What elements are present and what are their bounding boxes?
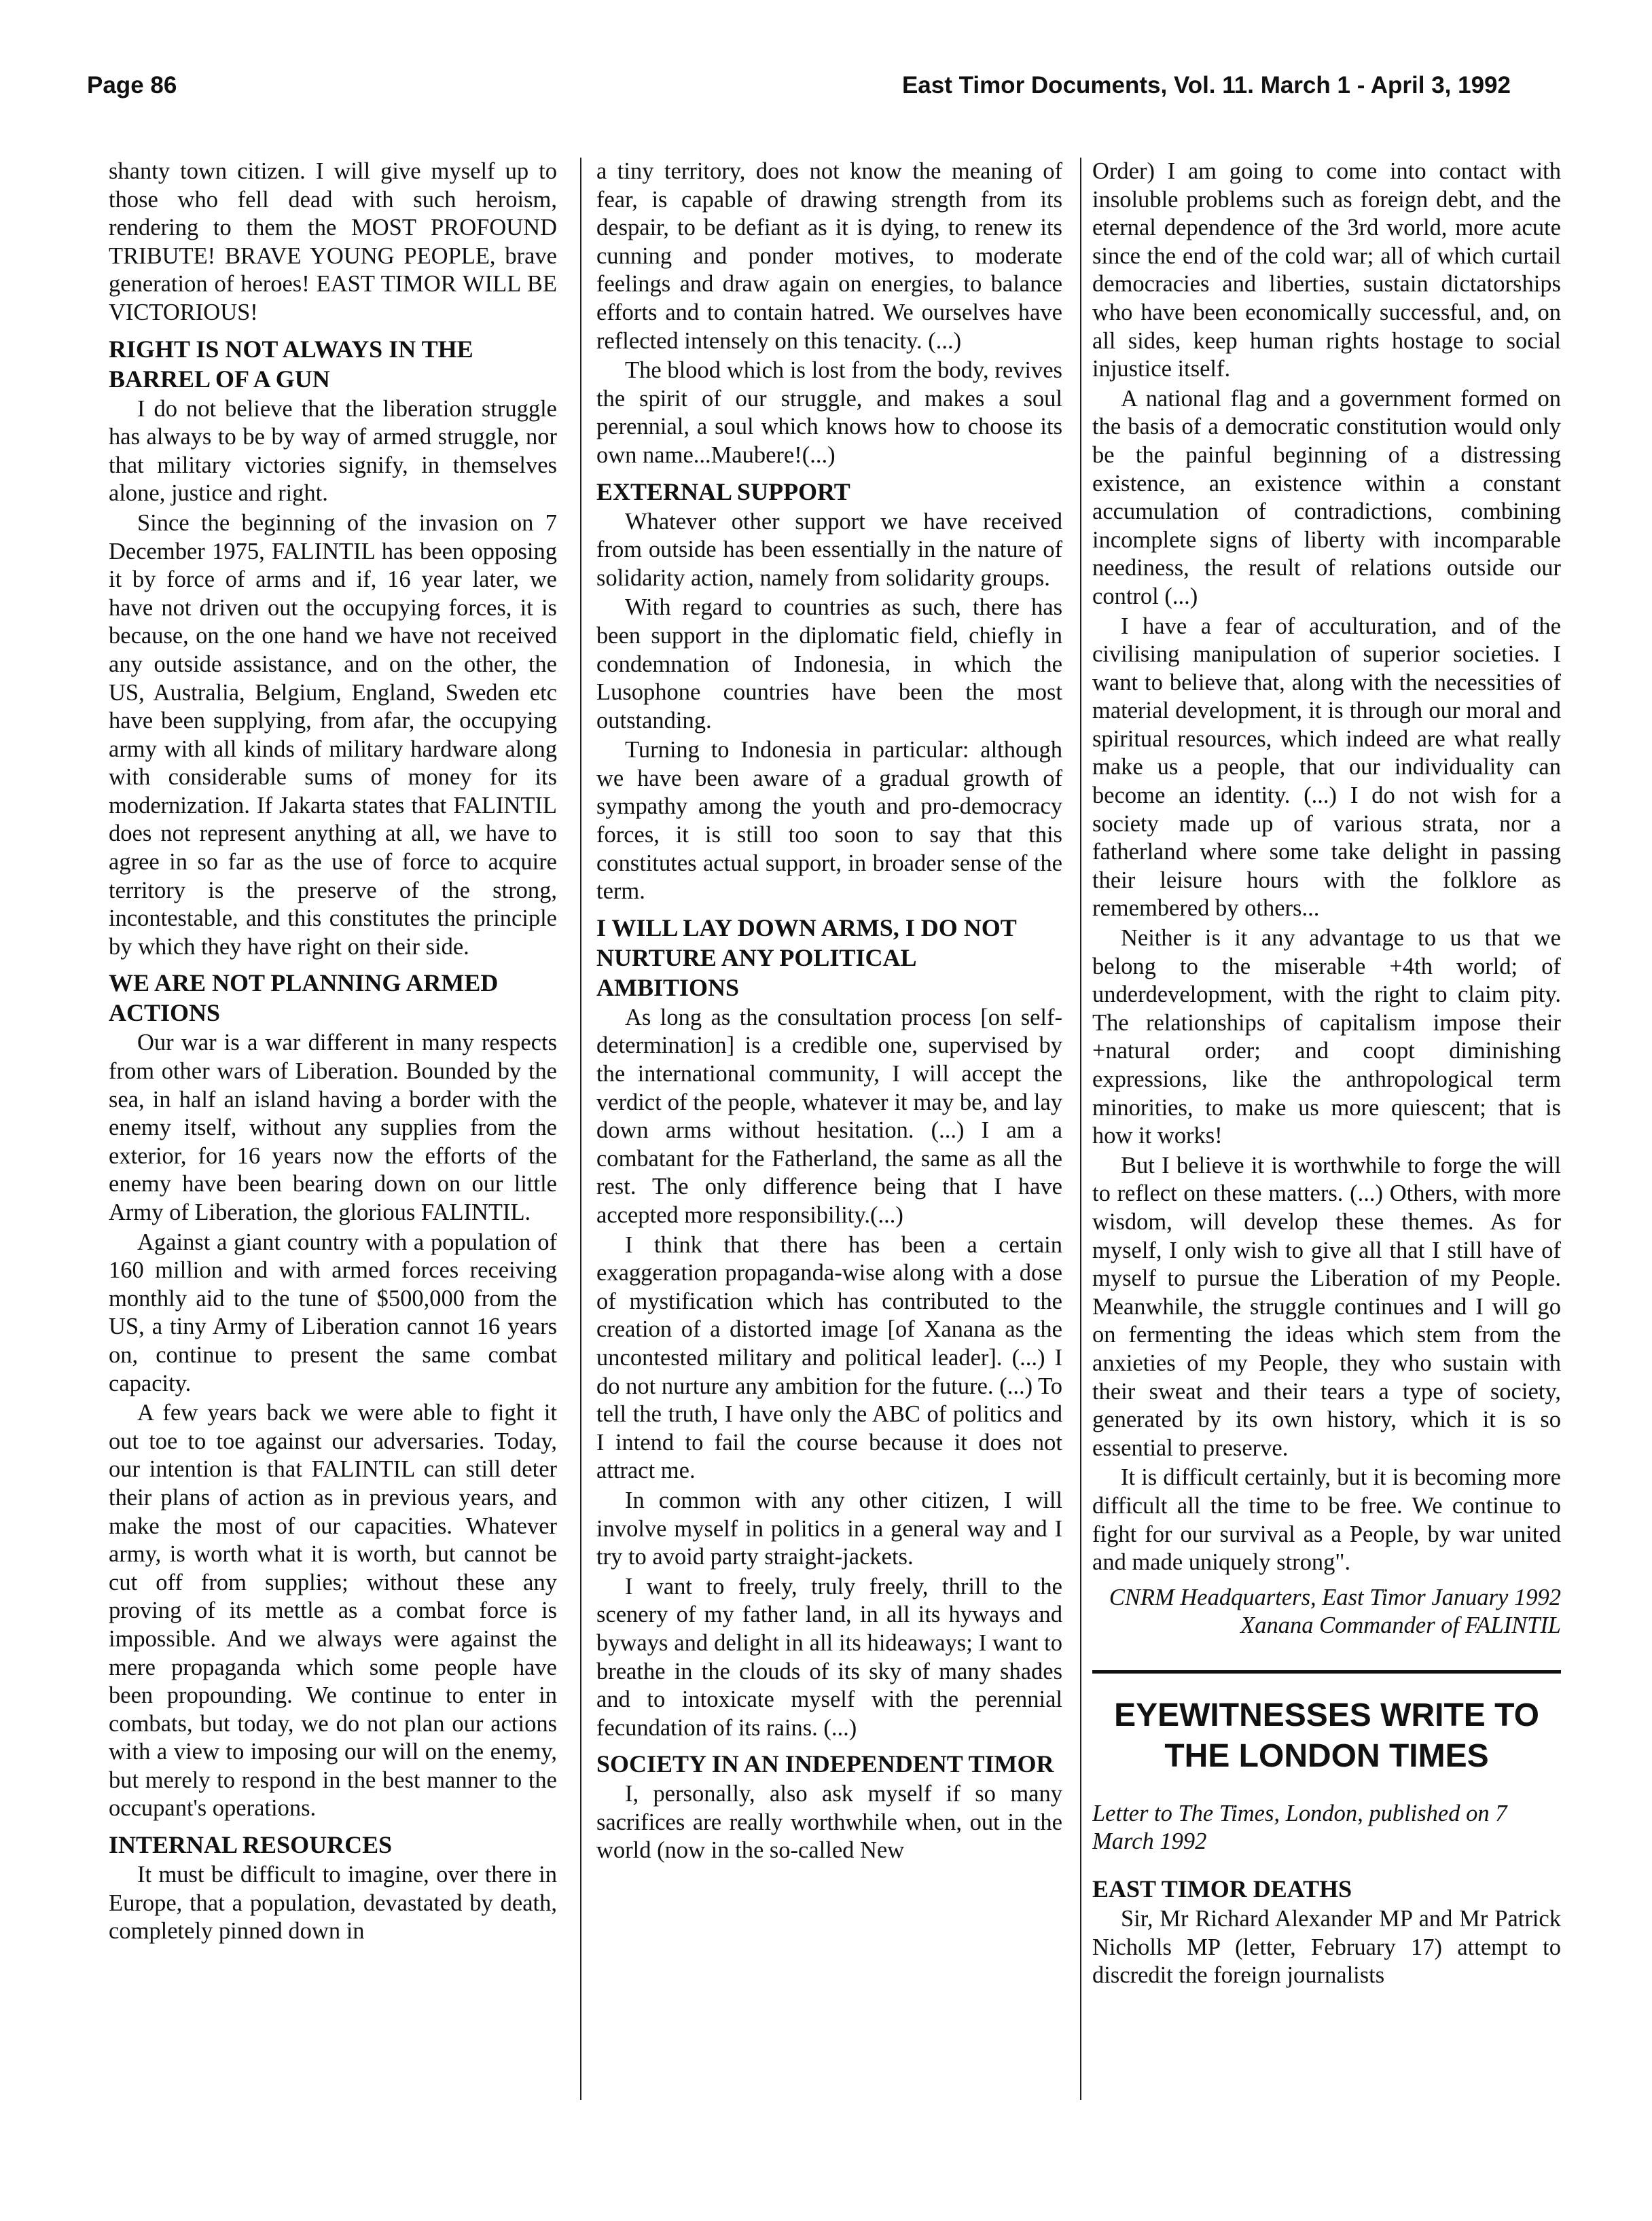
section-title: EYEWITNESSES WRITE TO THE LONDON TIMES: [1114, 1697, 1539, 1774]
paragraph: Turning to Indonesia in particular: although we have been aware of a gradual growth of sympathy among the youth and pro-democracy forces, it is still too soon to say that this constitutes actual support, in broader sense of the term.: [596, 737, 1062, 905]
paragraph: In common with any other citizen, I will involve myself in politics in a general way and I try to avoid party straight-jackets.: [596, 1487, 1062, 1570]
paragraph: Since the beginning of the invasion on 7 December 1975, FALINTIL has been opposing it by force of arms and if, 16 year later, we have not driven out the occupying forces, it is because, on the one hand we have not received any outside assistance, and on the other, the US, Australia, Belgium, England, Sweden etc have been supplying, from afar, the occupying army with all kinds of military hardware along with considerable sums of money for its modernization. If Jakarta states that FALINTIL does not represent anything at all, we have to agree in so far as the use of force to acquire territory is the preserve of the strong, incontestable, and this constitutes the principle by which they have right on their side.: [109, 509, 557, 960]
page-number: Page 86: [87, 72, 177, 98]
subheading: INTERNAL RESOURCES: [109, 1831, 393, 1859]
subheading: I WILL LAY DOWN ARMS, I DO NOT NURTURE ANY POLITICAL AMBITIONS: [596, 914, 1017, 1001]
paragraph: a tiny territory, does not know the meaning of fear, is capable of drawing strength from its despair, to be defiant as it is dying, to renew its cunning and ponder motives, to moderate feelings and draw again on energies, to balance efforts and to contain hatred. We ourselves have reflected intensely on this tenacity. (...): [596, 158, 1062, 354]
paragraph: Neither is it any advantage to us that we belong to the miserable +4th world; of underdevelopment, with the right to claim pity. The relationships of capitalism impose their +natural order; and coopt diminishing expressions, like the anthropological term minorities, to make us more quiescent; that is how it works!: [1092, 925, 1561, 1149]
column-divider: [580, 158, 581, 2100]
subheading: EAST TIMOR DEATHS: [1092, 1875, 1352, 1903]
column-3: [1092, 158, 1561, 2168]
paragraph: Our war is a war different in many respects from other wars of Liberation. Bounded by the sea, in half an island having a border with the enemy itself, without any supplies from the exterior, for 16 years now the efforts of the enemy have been bearing down on our little Army of Liberation, the glorious FALINTIL.: [109, 1030, 557, 1225]
section-intro: Letter to The Times, London, published on 7 March 1992: [1092, 1800, 1507, 1855]
column-1: [109, 158, 557, 2168]
paragraph: I think that there has been a certain exaggeration propaganda-wise along with a dose of mystification which has contributed to the creation of a distorted image [of Xanana as the uncontested military and political leader]. (...) I do not nurture any ambition for the future. (...) To tell the truth, I have only the ABC of politics and I intend to fail the course because it does not attract me.: [596, 1231, 1062, 1484]
paragraph: As long as the consultation process [on self-determination] is a credible one, supervised by the international community, I will accept the verdict of the people, whatever it may be, and lay down arms without hesitation. (...) I am a combatant for the Fatherland, the same as all the rest. The only difference being that I have accepted more responsibility.(...): [596, 1004, 1062, 1228]
page-header: [87, 65, 1511, 106]
paragraph: A few years back we were able to fight it out toe to toe against our adversaries. Today, our intention is that FALINTIL can still deter their plans of action as in previous years, and make the most of our capacities. Whatever army, is worth what it is worth, but cannot be cut off from supplies; without these any proving of its mettle as a combat force is impossible. And we always were against the mere propaganda which some people have been propounding. We continue to enter in combats, but today, we do not plan our actions with a view to imposing our will on the enemy, but merely to respond in the best manner to the occupant's operations.: [109, 1400, 557, 1822]
subheading: EXTERNAL SUPPORT: [596, 477, 850, 505]
subheading: WE ARE NOT PLANNING ARMED ACTIONS: [109, 969, 499, 1027]
paragraph: Order) I am going to come into contact with insoluble problems such as foreign debt, and the eternal dependence of the 3rd world, more acute since the end of the cold war; all of which curtail democracies and liberties, sustain dictatorships who have been economically successful, and, on all sides, keep human rights hostage to social injustice itself.: [1092, 158, 1561, 382]
paragraph: Against a giant country with a population of 160 million and with armed forces receiving monthly aid to the tune of $500,000 from the US, a tiny Army of Liberation cannot 16 years on, continue to present the same combat capacity.: [109, 1229, 557, 1396]
paragraph: A national flag and a government formed on the basis of a democratic constitution would only be the painful beginning of a distressing existence, an existence within a constant accumulation of contradictions, combining incomplete signs of liberty with incomparable neediness, the result of relations outside our control (...): [1092, 385, 1561, 609]
paragraph: With regard to countries as such, there has been support in the diplomatic field, chiefly in condemnation of Indonesia, in which the Lusophone countries have been the most outstanding.: [596, 594, 1062, 734]
paragraph: I, personally, also ask myself if so many sacrifices are really worthwhile when, out in the world (now in the so-called New: [596, 1781, 1062, 1864]
paragraph: I want to freely, truly freely, thrill to the scenery of my father land, in all its hyways and byways and delight in all its hideaways; I want to breathe in the clouds of its sky of many shades and to intoxicate myself with the perennial fecundation of its rains. (...): [596, 1573, 1062, 1741]
paragraph: Sir, Mr Richard Alexander MP and Mr Patrick Nicholls MP (letter, February 17) attempt to discredit the foreign journalists: [1092, 1906, 1561, 1989]
publication-title: East Timor Documents, Vol. 11. March 1 - April 3, 1992: [901, 72, 1511, 98]
column-2: [596, 158, 1062, 2168]
paragraph: I do not believe that the liberation struggle has always to be by way of armed struggle, nor that military victories signify, in themselves alone, justice and right.: [109, 395, 557, 507]
paragraph: I have a fear of acculturation, and of the civilising manipulation of superior societies. I want to believe that, along with the necessities of material development, it is through our moral and spiritual resources, which indeed are what really make us a people, that our individuality can become an identity. (...) I do not wish for a society made up of various strata, nor a fatherland where some take delight in passing their leisure hours with the folklore as remembered by others...: [1092, 613, 1561, 922]
subheading: SOCIETY IN AN INDEPENDENT TIMOR: [596, 1750, 1054, 1778]
column-divider: [1080, 158, 1081, 2100]
section-divider: [1092, 1670, 1561, 1674]
paragraph: shanty town citizen. I will give myself up to those who fell dead with such heroism, rendering to them the MOST PROFOUND TRIBUTE! BRAVE YOUNG PEOPLE, brave generation of heroes! EAST TIMOR WILL BE VICTORIOUS!: [109, 158, 557, 325]
paragraph: The blood which is lost from the body, revives the spirit of our struggle, and makes a soul perennial, a soul which knows how to choose its own name...Maubere!(...): [596, 357, 1062, 468]
paragraph: It is difficult certainly, but it is becoming more difficult all the time to be free. We continue to fight for our survival as a People, by war united and made uniquely strong".: [1092, 1464, 1561, 1576]
paragraph: Whatever other support we have received from outside has been essentially in the nature of solidarity action, namely from solidarity groups.: [596, 508, 1062, 591]
paragraph: But I believe it is worthwhile to forge the will to reflect on these matters. (...) Others, with more wisdom, will develop these themes. As for myself, I only wish to give all that I still have of myself to pursue the Liberation of my People. Meanwhile, the struggle continues and I will go on fermenting the ideas which stem from the anxieties of my People, they who sustain with their sweat and their tears a type of society, generated by its own history, which it is so essential to preserve.: [1092, 1152, 1561, 1461]
paragraph: It must be difficult to imagine, over there in Europe, that a population, devastated by death, completely pinned down in: [109, 1862, 557, 1945]
subheading: RIGHT IS NOT ALWAYS IN THE BARREL OF A GUN: [109, 335, 473, 393]
signature: CNRM Headquarters, East Timor January 1992 Xanana Commander of FALINTIL: [1109, 1584, 1561, 1639]
